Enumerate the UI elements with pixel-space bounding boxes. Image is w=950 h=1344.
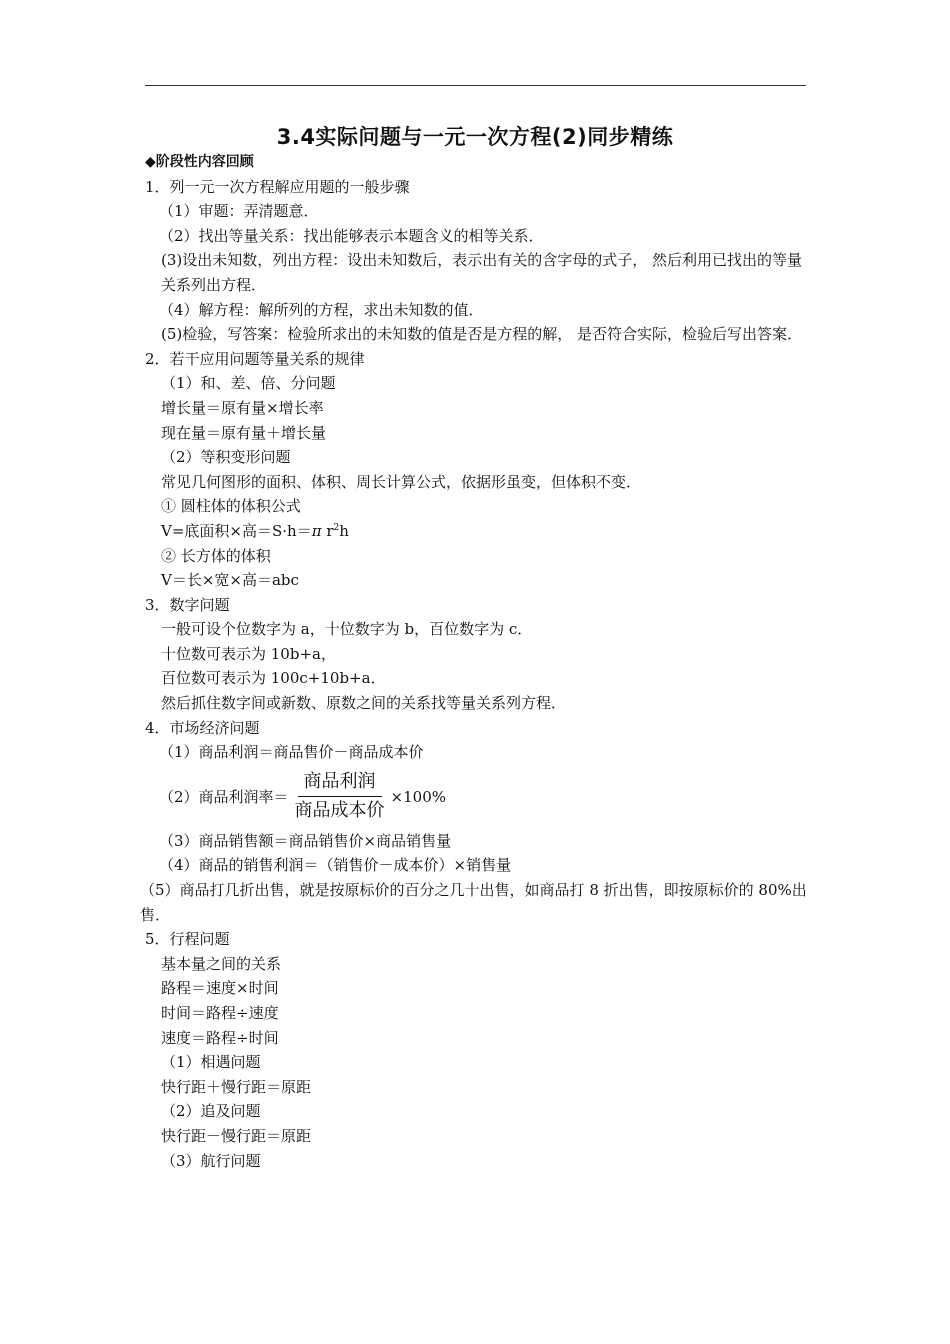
s1-heading: 1．列一元一次方程解应用题的一般步骤 [145, 177, 410, 196]
s1-step-2: （2）找出等量关系：找出能够表示本题含义的相等关系． [159, 226, 544, 245]
s4-line-4: （4）商品的销售利润＝（销售价－成本价）×销售量 [159, 856, 512, 875]
s5-line-2: 路程＝速度×时间 [161, 979, 279, 998]
header-rule [145, 85, 806, 86]
s1-step-4: （4）解方程：解所列的方程，求出未知数的值． [159, 300, 484, 319]
s4-line-1: （1）商品利润＝商品售价－商品成本价 [159, 743, 424, 762]
s2-line-2: 增长量＝原有量×增长率 [161, 398, 324, 417]
s2-line-5: 常见几何图形的面积、体积、周长计算公式，依据形虽变，但体积不变． [161, 472, 642, 491]
s4-heading: 4．市场经济问题 [145, 718, 260, 737]
s5-line-3: 时间＝路程÷速度 [161, 1004, 279, 1022]
fraction-numerator: 商品利润 [298, 770, 382, 797]
s3-line-2: 十位数可表示为 10b+a， [161, 644, 336, 663]
s5-line-6: 快行距＋慢行距＝原距 [161, 1077, 312, 1096]
fraction [295, 770, 385, 823]
s1-step-5: (5)检验，写答案：检验所求出的未知数的值是否是方程的解， 是否符合实际，检验后写出答案． [161, 325, 803, 344]
s2-cylinder-formula: V=底面积×高＝S·h＝π $r^2h$ [161, 521, 349, 540]
s3-line-1: 一般可设个位数字为 a，十位数字为 b，百位数字为 c． [161, 620, 533, 639]
s2-heading: 2．若干应用问题等量关系的规律 [145, 349, 365, 368]
s1-step-1: （1）审题：弄清题意． [159, 202, 319, 221]
s5-line-5: （1）相遇问题 [161, 1053, 261, 1072]
s2-line-1: （1）和、差、倍、分问题 [161, 374, 336, 393]
fraction-denominator: 商品成本价 [294, 800, 385, 822]
s2-line-3: 现在量＝原有量＋增长量 [161, 423, 327, 442]
s3-line-4: 然后抓住数字间或新数、原数之间的关系找等量关系列方程． [161, 694, 567, 713]
s4-line-5: （5）商品打几折出售，就是按原标价的百分之几十出售，如商品打 8 折出售，即按原标价的 80%出售． [140, 881, 807, 924]
s5-line-9: （3）航行问题 [161, 1151, 261, 1170]
section-heading: ◆阶段性内容回顾 [145, 154, 254, 170]
s5-line-8: 快行距－慢行距＝原距 [161, 1126, 312, 1145]
s2-line-8: ② 长方体的体积 [161, 546, 271, 565]
s5-line-4: 速度＝路程÷时间 [161, 1028, 279, 1047]
s3-line-3: 百位数可表示为 100c+10b+a． [161, 669, 386, 688]
s2-line-6: ① 圆柱体的体积公式 [161, 497, 301, 516]
document-body [140, 150, 807, 1173]
s1-step-3: (3)设出未知数，列出方程：设出未知数后，表示出有关的含字母的式子， 然后利用已找出的等量关系列出方程． [161, 251, 803, 294]
s4-line-3: （3）商品销售额＝商品销售价×商品销售量 [159, 831, 452, 850]
s5-line-1: 基本量之间的关系 [161, 954, 282, 973]
s2-line-4: （2）等积变形问题 [161, 448, 291, 467]
s5-line-7: （2）追及问题 [161, 1102, 261, 1121]
s3-heading: 3．数字问题 [145, 595, 230, 614]
profit-rate-formula: （2）商品利润率＝ $\frac{\text{商品利润}}{\text{商品成本价}}$ ×100% [159, 771, 446, 822]
s2-line-9: V＝长×宽×高＝abc [161, 571, 299, 590]
document-title: 3.4实际问题与一元一次方程(2)同步精练 [276, 125, 674, 149]
s5-heading: 5．行程问题 [145, 930, 230, 949]
